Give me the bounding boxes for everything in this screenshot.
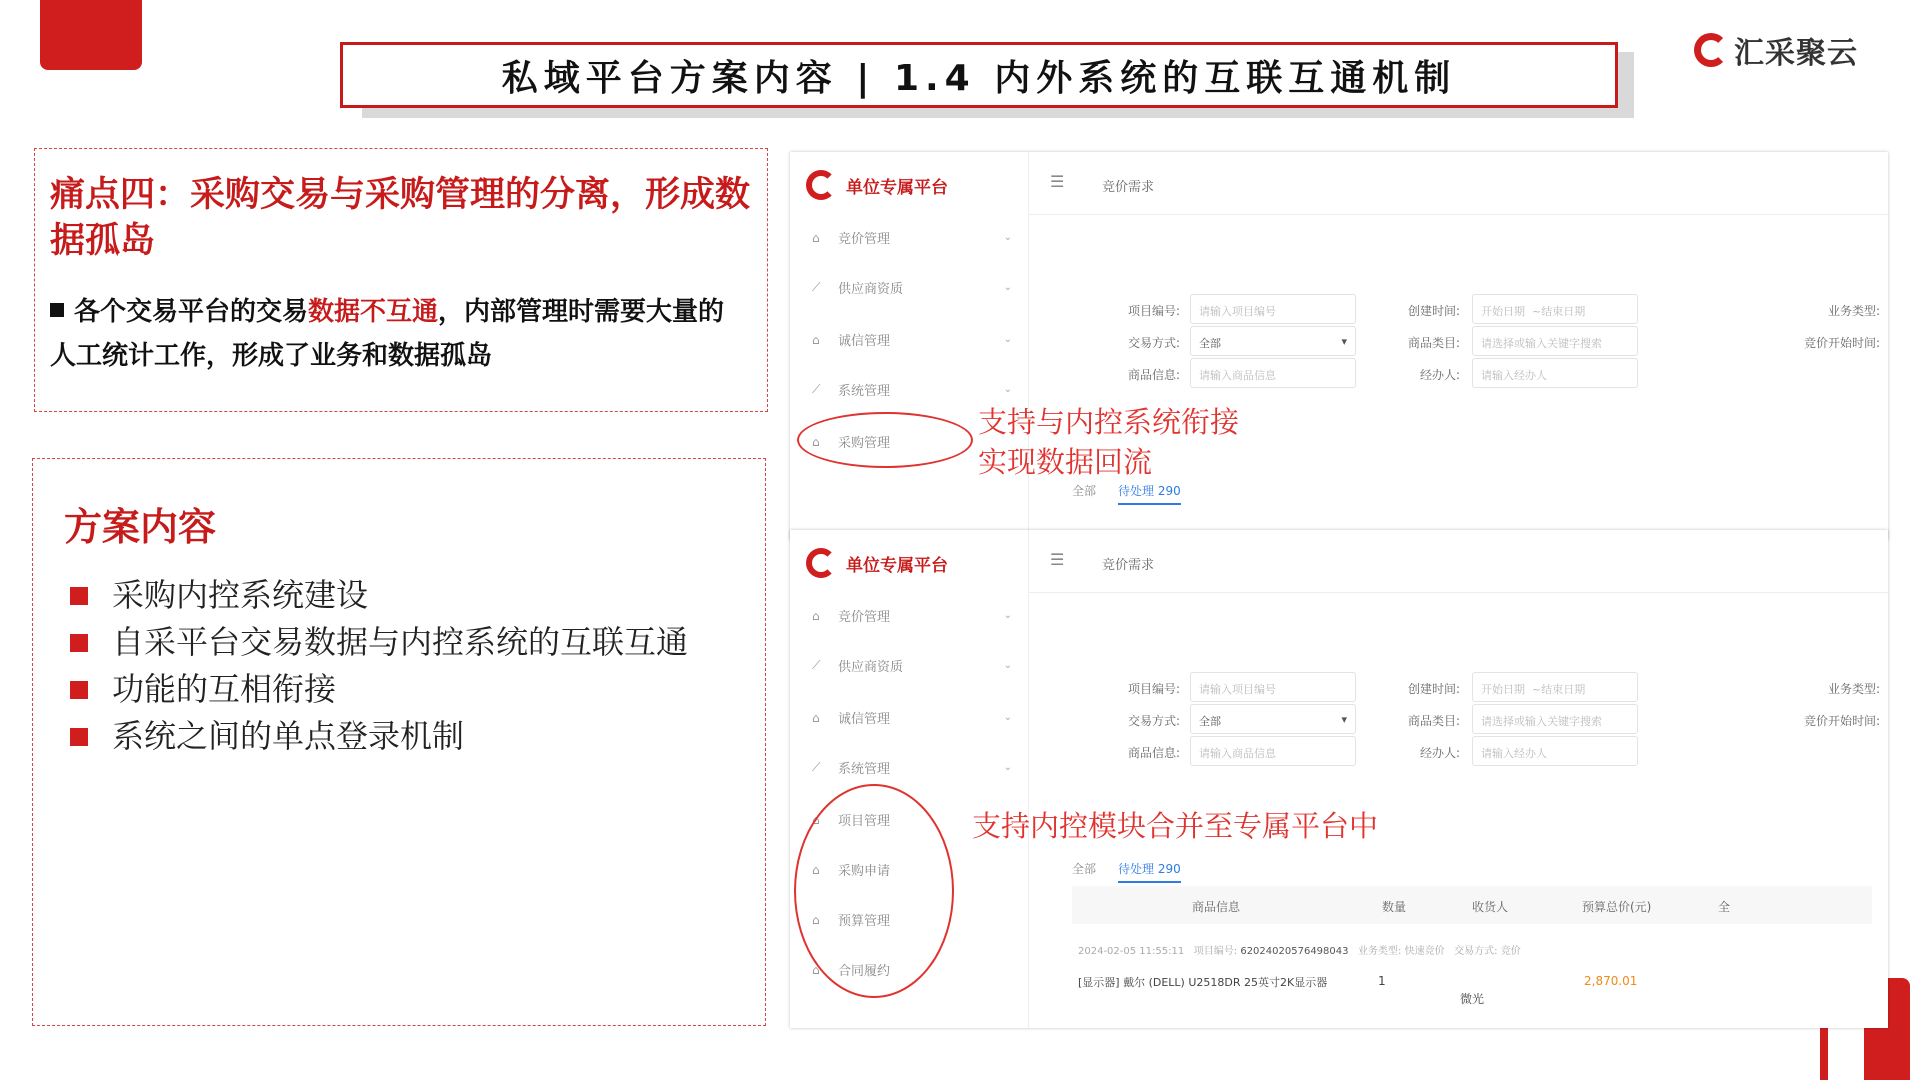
filter-label: 业务类型: (1827, 304, 1880, 318)
filter-label: 业务类型: (1827, 682, 1880, 696)
date-end: 结束日期 (1541, 683, 1586, 696)
caret-down-icon: ▾ (1341, 335, 1347, 348)
highlight-ellipse-bottom (794, 784, 954, 998)
sidebar-item-system[interactable] (812, 380, 1012, 399)
sidebar-item-supplier[interactable] (812, 656, 1012, 675)
tab-pending[interactable] (1118, 860, 1181, 883)
chevron-down-icon: ⌄ (1003, 762, 1012, 773)
platform-logo-icon (806, 170, 836, 200)
col-goods: 商品信息 (1192, 900, 1241, 914)
sidebar-item-label: 预算管理 (838, 914, 891, 929)
chart-icon: ⟋ (812, 382, 821, 396)
status-tabs (1072, 482, 1181, 505)
category-placeholder: 请选择或输入关键字搜索 (1481, 337, 1602, 350)
square-bullet-icon (50, 303, 64, 317)
filter-label: 交易方式: (1127, 714, 1180, 728)
plan-item-text: 功能的互相衔接 (112, 670, 337, 708)
category-placeholder: 请选择或输入关键字搜索 (1481, 715, 1602, 728)
platform-logo-icon (806, 548, 836, 578)
filter-label: 商品类目: (1407, 336, 1460, 350)
plan-item-text: 采购内控系统建设 (112, 576, 369, 614)
plan-item (68, 713, 738, 760)
filter-label: 经办人: (1419, 746, 1460, 760)
chevron-down-icon: ⌄ (1003, 610, 1012, 621)
row-budget: 2,870.01 (1584, 974, 1638, 988)
sidebar-item-label: 供应商资质 (838, 282, 904, 297)
home-icon: ⌂ (812, 608, 820, 623)
col-receiver: 收货人 (1472, 900, 1509, 914)
plan-item (68, 666, 738, 713)
project-no-input[interactable]: 请输入项目编号 (1190, 294, 1356, 324)
status-tabs (1072, 860, 1181, 883)
project-no-input[interactable]: 请输入项目编号 (1190, 672, 1356, 702)
filter-label: 交易方式: (1127, 336, 1180, 350)
filter-label: 创建时间: (1407, 682, 1460, 696)
red-square-bullet-icon (70, 681, 88, 699)
plan-item (68, 572, 738, 619)
filter-label: 商品信息: (1127, 746, 1180, 760)
sidebar-item-label: 采购管理 (838, 436, 891, 451)
platform-screenshot-top (790, 152, 1888, 540)
logo-text: 汇采聚云 (1734, 36, 1858, 71)
top-bar (1028, 152, 1888, 215)
sidebar-item-supplier[interactable] (812, 278, 1012, 297)
filter-label: 竞价开始时间: (1803, 336, 1880, 350)
breadcrumb: 竞价需求 (1102, 180, 1155, 195)
sidebar-item-label: 竞价管理 (838, 232, 891, 247)
plan-item-text: 自采平台交易数据与内控系统的互联互通 (112, 623, 689, 661)
date-range-input[interactable]: 开始日期 ~结束日期 (1472, 294, 1638, 324)
date-end: 结束日期 (1541, 305, 1586, 318)
sidebar-item-credit[interactable] (812, 708, 1012, 727)
home-icon: ⌂ (812, 962, 820, 977)
plan-item (68, 619, 738, 666)
date-start: 开始日期 (1481, 305, 1525, 318)
trade-mode-value: 全部 (1199, 715, 1221, 728)
sidebar-header (806, 170, 948, 200)
top-bar (1028, 530, 1888, 593)
filter-label: 项目编号: (1127, 304, 1180, 318)
home-icon: ⌂ (812, 912, 820, 927)
row-project-label: 项目编号: (1193, 946, 1238, 957)
home-icon: ⌂ (812, 434, 820, 449)
chart-icon: ⟋ (812, 658, 821, 672)
row-trade-label: 交易方式: (1454, 946, 1498, 957)
category-select[interactable] (1472, 704, 1638, 734)
sidebar-item-label: 系统管理 (838, 762, 891, 777)
goods-input[interactable]: 请输入商品信息 (1190, 358, 1356, 388)
filter-label: 商品信息: (1127, 368, 1180, 382)
plan-item-text: 系统之间的单点登录机制 (112, 717, 465, 755)
brand-logo (1694, 28, 1858, 72)
trade-mode-select[interactable] (1190, 326, 1356, 356)
highlight-ellipse-top (797, 412, 973, 468)
menu-icon[interactable]: ☰ (1050, 172, 1065, 191)
tab-pending[interactable] (1118, 482, 1181, 505)
chevron-down-icon: ⌄ (1003, 712, 1012, 723)
tab-pending-label: 待处理 (1118, 484, 1155, 498)
corner-decoration-top-left (40, 0, 142, 70)
sidebar-item-label: 诚信管理 (838, 334, 891, 349)
row-date: 2024-02-05 11:55:11 (1078, 946, 1185, 957)
sidebar-header (806, 548, 948, 578)
trade-mode-value: 全部 (1199, 337, 1221, 350)
filter-label: 项目编号: (1127, 682, 1180, 696)
plan-list (68, 572, 738, 760)
page-title: 私域平台方案内容 | 1.4 内外系统的互联互通机制 (501, 57, 1457, 99)
tab-all[interactable]: 全部 (1072, 484, 1097, 498)
row-biz-label: 业务类型: (1358, 946, 1402, 957)
home-icon: ⌂ (812, 332, 820, 347)
platform-name: 单位专属平台 (846, 555, 948, 576)
home-icon: ⌂ (812, 812, 820, 827)
caret-down-icon: ▾ (1341, 713, 1347, 726)
chart-icon: ⟋ (812, 280, 821, 294)
sidebar-item-label: 采购申请 (838, 864, 891, 879)
chevron-down-icon: ⌄ (1003, 232, 1012, 243)
sidebar-item-bidding[interactable] (812, 606, 1012, 625)
table-header (1072, 886, 1872, 924)
category-select[interactable] (1472, 326, 1638, 356)
sidebar-item-label: 竞价管理 (838, 610, 891, 625)
home-icon: ⌂ (812, 230, 820, 245)
menu-icon[interactable]: ☰ (1050, 550, 1065, 569)
row-trade-value: 竞价 (1500, 946, 1521, 957)
callout-top-line-1: 支持与内控系统衔接 (978, 405, 1240, 439)
sidebar-item-label: 合同履约 (838, 964, 891, 979)
row-biz-value: 快速竞价 (1404, 946, 1445, 957)
home-icon: ⌂ (812, 710, 820, 725)
platform-name: 单位专属平台 (846, 177, 948, 198)
callout-top (978, 402, 1239, 482)
col-qty: 数量 (1382, 900, 1407, 914)
sidebar-item-label: 项目管理 (838, 814, 891, 829)
pain-body-text-rest: ，内部管理时需要大量的人工统计工作，形成了业务和数据孤岛 (50, 297, 725, 371)
home-icon: ⌂ (812, 862, 820, 877)
filter-label: 经办人: (1419, 368, 1460, 382)
row-qty: 1 (1378, 974, 1386, 988)
filter-label: 商品类目: (1407, 714, 1460, 728)
tab-pending-count: 290 (1157, 862, 1181, 876)
handler-input[interactable]: 请输入经办人 (1472, 358, 1638, 388)
col-budget: 预算总价(元) (1582, 900, 1652, 914)
callout-bottom: 支持内控模块合并至专属平台中 (972, 809, 1379, 843)
breadcrumb: 竞价需求 (1102, 558, 1155, 573)
table-row-meta (1078, 942, 1521, 957)
chevron-down-icon: ⌄ (1003, 660, 1012, 671)
red-square-bullet-icon (70, 728, 88, 746)
filter-label: 竞价开始时间: (1803, 714, 1880, 728)
trade-mode-select[interactable] (1190, 704, 1356, 734)
filter-label: 创建时间: (1407, 304, 1460, 318)
date-range-input[interactable]: 开始日期 ~结束日期 (1472, 672, 1638, 702)
tab-all[interactable]: 全部 (1072, 862, 1097, 876)
chevron-down-icon: ⌄ (1003, 384, 1012, 395)
title-banner (340, 42, 1618, 108)
platform-screenshot-bottom (790, 530, 1888, 1028)
row-item-name[interactable]: [显示器] 戴尔 (DELL) U2518DR 25英寸2K显示器 (1078, 976, 1328, 989)
date-start: 开始日期 (1481, 683, 1525, 696)
red-square-bullet-icon (70, 587, 88, 605)
row-receiver: 微光 (1460, 992, 1485, 1006)
pain-point-heading: 痛点四：采购交易与采购管理的分离，形成数据孤岛 (50, 175, 751, 261)
handler-input[interactable]: 请输入经办人 (1472, 736, 1638, 766)
tab-pending-label: 待处理 (1118, 862, 1155, 876)
logo-c-icon (1694, 33, 1728, 67)
chart-icon: ⟋ (812, 760, 821, 774)
goods-input[interactable]: 请输入商品信息 (1190, 736, 1356, 766)
col-more: 全 (1718, 900, 1731, 914)
sidebar-item-bidding[interactable] (812, 228, 1012, 247)
sidebar-item-label: 系统管理 (838, 384, 891, 399)
row-project-no: 62024020576498043 (1240, 946, 1349, 957)
plan-heading: 方案内容 (64, 505, 217, 549)
pain-body-text: 各个交易平台的交易 (74, 297, 309, 327)
sidebar-item-credit[interactable] (812, 330, 1012, 349)
chevron-down-icon: ⌄ (1003, 282, 1012, 293)
red-square-bullet-icon (70, 634, 88, 652)
sidebar-item-label: 诚信管理 (838, 712, 891, 727)
pain-point-body (50, 290, 750, 378)
chevron-down-icon: ⌄ (1003, 334, 1012, 345)
sidebar-item-system[interactable] (812, 758, 1012, 777)
pain-body-highlight: 数据不互通 (308, 297, 439, 327)
sidebar-item-label: 供应商资质 (838, 660, 904, 675)
tab-pending-count: 290 (1157, 484, 1181, 498)
callout-top-line-2: 实现数据回流 (978, 445, 1153, 479)
